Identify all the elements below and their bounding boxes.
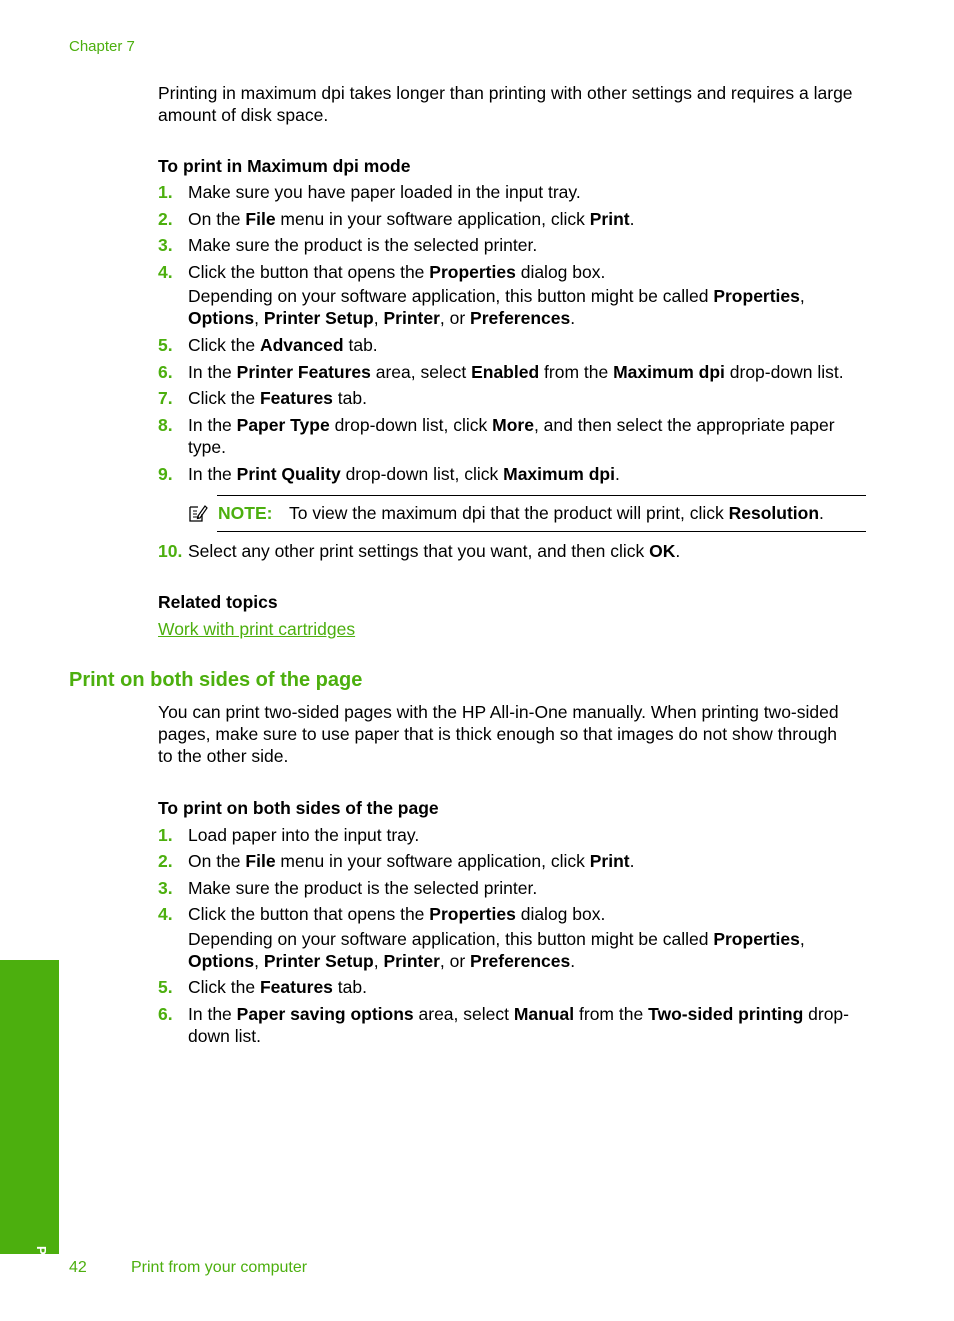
note-rule-top (217, 495, 866, 496)
footer-title: Print from your computer (131, 1259, 308, 1276)
step-number: 5. (158, 335, 173, 355)
intro-line-1: Printing in maximum dpi takes longer than printing with other settings and requires a large (158, 83, 853, 103)
procedure-title-two-sided: To print on both sides of the page (158, 798, 439, 818)
step-number: 2. (158, 209, 173, 229)
note-box (188, 495, 866, 531)
step-subtext: Depending on your software application, this button might be called Properties, Options, Printer Setup, Printer, or Preferences. (188, 929, 805, 971)
note-text: To view the maximum dpi that the product will print, click Resolution. (289, 503, 824, 523)
related-topics-title: Related topics (158, 592, 278, 612)
related-topic-link[interactable]: Work with print cartridges (158, 619, 356, 639)
step-text: Make sure you have paper loaded in the input tray. (188, 182, 581, 202)
section2-intro-line: pages, make sure to use paper that is thick enough so that images do not show through (158, 724, 838, 744)
step-text: Click the Advanced tab. (188, 335, 378, 355)
step-number: 5. (158, 977, 173, 997)
step-number: 4. (158, 904, 173, 924)
step-text: Click the button that opens the Properties dialog box. (188, 904, 606, 924)
procedure-title-max-dpi: To print in Maximum dpi mode (158, 156, 411, 176)
step-number: 10. (158, 541, 183, 561)
step-subtext: Depending on your software application, this button might be called Properties, Options, Printer Setup, Printer, or Preferences. (188, 286, 805, 328)
step-number: 3. (158, 878, 173, 898)
step-number: 4. (158, 262, 173, 282)
intro-paragraph (158, 82, 870, 126)
note-label: NOTE: (218, 503, 273, 523)
step-number: 8. (158, 415, 173, 435)
intro-line-2: amount of disk space. (158, 105, 329, 125)
step-text: Make sure the product is the selected printer. (188, 878, 538, 898)
section2-intro-line: to the other side. (158, 746, 289, 766)
note-icon (188, 503, 208, 523)
step-text: Click the Features tab. (188, 977, 367, 997)
step-text: In the Printer Features area, select Enabled from the Maximum dpi drop-down list. (188, 362, 844, 382)
section2-intro-line: You can print two-sided pages with the HP All-in-One manually. When printing two-sided (158, 702, 839, 722)
step-text: In the Paper Type drop-down list, click More, and then select the appropriate paper type. (188, 415, 835, 457)
chapter-label: Chapter 7 (69, 38, 135, 55)
step-number: 6. (158, 1004, 173, 1024)
step-text: Click the button that opens the Properties dialog box. (188, 262, 606, 282)
step-text: Load paper into the input tray. (188, 825, 420, 845)
step-text: In the Paper saving options area, select Manual from the Two-sided printing drop- down list. (188, 1004, 849, 1046)
step-number: 3. (158, 235, 173, 255)
step-number: 1. (158, 182, 173, 202)
step-number: 9. (158, 464, 173, 484)
step-text: Make sure the product is the selected printer. (188, 235, 538, 255)
section2-intro (158, 701, 870, 767)
step-text: Click the Features tab. (188, 388, 367, 408)
step-number: 6. (158, 362, 173, 382)
step-text: On the File menu in your software application, click Print. (188, 851, 635, 871)
step-number: 7. (158, 388, 173, 408)
side-tab-label: Print (34, 1246, 49, 1276)
page-number: 42 (69, 1259, 87, 1276)
step-text: Select any other print settings that you want, and then click OK. (188, 541, 681, 561)
section-heading: Print on both sides of the page (69, 669, 363, 691)
step-text: On the File menu in your software application, click Print. (188, 209, 635, 229)
step-number: 1. (158, 825, 173, 845)
step-text: In the Print Quality drop-down list, click Maximum dpi. (188, 464, 620, 484)
note-rule-bottom (217, 531, 866, 532)
step-number: 2. (158, 851, 173, 871)
side-tab (0, 960, 59, 1276)
